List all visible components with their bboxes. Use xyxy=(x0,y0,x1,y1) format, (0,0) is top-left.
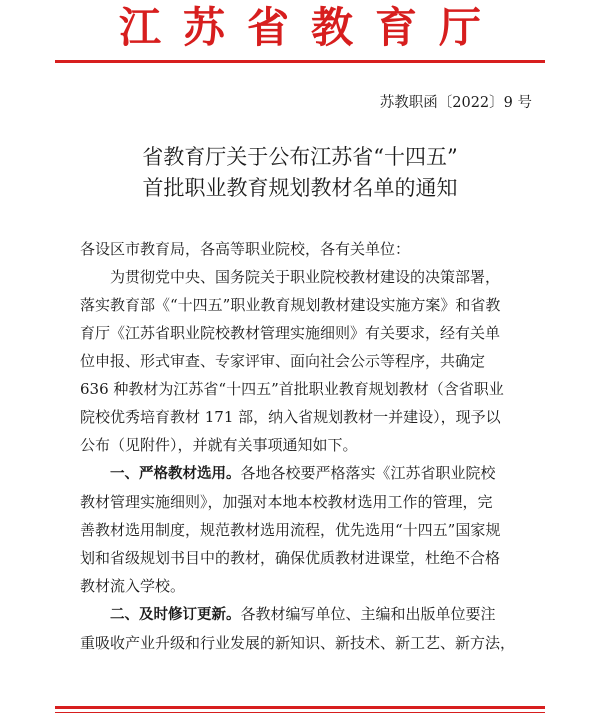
section-1-first-line xyxy=(80,459,530,488)
section-1-line: 教材管理实施细则》，加强对本地本校教材选用工作的管理，完 xyxy=(80,493,493,511)
document-title xyxy=(0,142,600,204)
intro-paragraph xyxy=(80,263,530,459)
intro-line: 公布（见附件），并就有关事项通知如下。 xyxy=(80,436,358,454)
intro-line: 为贯彻党中央、国务院关于职业院校教材建设的决策部署， xyxy=(110,268,501,286)
letterhead-title: 江苏省教育厅 xyxy=(118,3,503,52)
bottom-red-rule-thin xyxy=(55,712,545,713)
salutation: 各设区市教育局，各高等职业院校，各有关单位： xyxy=(80,240,411,258)
title-line-1: 省教育厅关于公布江苏省“十四五” xyxy=(142,145,458,169)
intro-line: 位申报、形式审查、专家评审、面向社会公示等程序，共确定 xyxy=(80,352,486,370)
bottom-red-rule xyxy=(55,706,545,709)
intro-line: 育厅《江苏省职业院校教材管理实施细则》有关要求，经有关单 xyxy=(80,324,501,342)
section-1-heading: 一、严格教材选用。 xyxy=(110,466,241,482)
letterhead-red-rule xyxy=(55,60,545,63)
section-2-paragraph xyxy=(80,600,530,657)
section-2-line: 重吸收产业升级和行业发展的新知识、新技术、新工艺、新方法， xyxy=(80,634,516,652)
section-2-first-text: 各教材编写单位、主编和出版单位要注 xyxy=(240,605,496,623)
section-1-paragraph xyxy=(80,459,530,600)
section-1-line: 教材流入学校。 xyxy=(80,577,186,595)
section-2-heading: 二、及时修订更新。 xyxy=(110,607,241,623)
intro-line: 院校优秀培育教材 171 部，纳入省规划教材一并建设），现予以 xyxy=(80,408,501,426)
section-1-line: 善教材选用制度，规范教材选用流程，优先选用“十四五”国家规 xyxy=(80,521,501,539)
document-body xyxy=(80,235,530,657)
section-2-first-line xyxy=(80,600,530,629)
intro-line: 落实教育部《“十四五”职业教育规划教材建设实施方案》和省教 xyxy=(80,296,501,314)
section-1-line: 划和省级规划书目中的教材，确保优质教材进课堂，杜绝不合格 xyxy=(80,549,501,567)
intro-line: 636 种教材为江苏省“十四五”首批职业教育规划教材（含省职业 xyxy=(80,380,504,398)
title-line-2: 首批职业教育规划教材名单的通知 xyxy=(142,176,458,200)
document-number: 苏教职函〔2022〕9 号 xyxy=(379,95,532,111)
section-1-first-text: 各地各校要严格落实《江苏省职业院校 xyxy=(240,464,496,482)
